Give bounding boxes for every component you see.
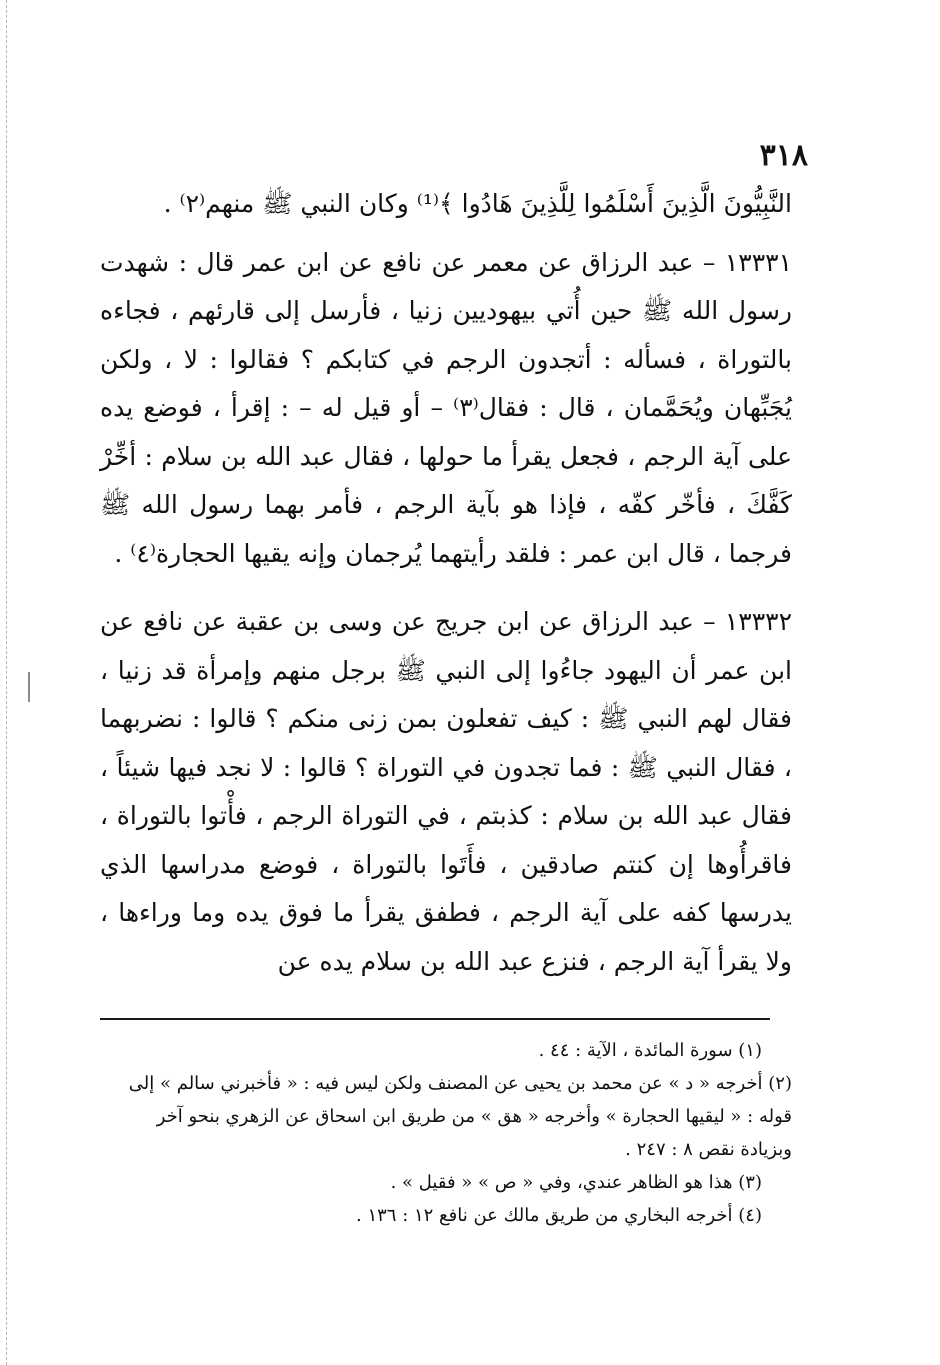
hadith-13331: ١٣٣٣١ – عبد الرزاق عن معمر عن نافع عن ابن عمر قال : شهدت رسول الله ﷺ حين أُتي بيهوديين زنيا ، فأرسل إلى قارئهم ، فجاءه بالتوراة ، فسأله : أتجدون الرجم في كتابكم ؟ فقالوا : لا ، ولكن يُجَبِّهان ويُحَمَّمان ، قال : فقال⁽٣⁾ – أو قيل له – : إقرأ ، فوضع يده على آية الرجم ، فجعل يقرأ ما حولها ، فقال عبد الله بن سلام : أخِّرْ كَفَّكَ ، فأخّر كفّه ، فإذا هو بآية الرجم ، فأمر بهما رسول الله ﷺ فرجما ، قال ابن عمر : فلقد رأيتهما يُرجمان وإنه يقيها الحجارة⁽٤⁾ . <box>100 247 792 568</box>
footnote-separator <box>100 1018 770 1020</box>
footnote-1: (١) سورة المائدة ، الآية : ٤٤ . <box>538 1040 762 1061</box>
verse-line: النَّبِيُّونَ الَّذِينَ أَسْلَمُوا لِلَّذِينَ هَادُوا ﴾⁽¹⁾ وكان النبي ﷺ منهم⁽٢⁾ . <box>163 189 792 218</box>
footnote-4: (٤) أخرجه البخاري من طريق مالك عن نافع ١٢ : ١٣٦ . <box>356 1205 762 1226</box>
footnote-2: (٢) أخرجه « د » عن محمد بن يحيى عن المصنف ولكن ليس فيه : « فأخبرني سالم » إلى قوله : « ليقيها الحجارة » وأخرجه « هق » من طريق ابن اسحاق عن الزهري بنحو آخر وبزيادة نقص ٨ : ٢٤٧ . <box>128 1073 792 1160</box>
hadith-13332: ١٣٣٣٢ – عبد الرزاق عن ابن جريج عن وسى بن عقبة عن نافع عن ابن عمر أن اليهود جاءُوا إلى النبي ﷺ برجل منهم وإمرأة قد زنيا ، فقال لهم النبي ﷺ : كيف تفعلون بمن زنى منكم ؟ قالوا : نضربهما ، فقال النبي ﷺ : فما تجدون في التوراة ؟ قالوا : لا نجد فيها شيئاً ، فقال عبد الله بن سلام : كذبتم ، في التوراة الرجم ، فأْتوا بالتوراة ، فاقرأُوها إن كنتم صادقين ، فأَتَوا بالتوراة ، فوضع مدراسها الذي يدرسها كفه على آية الرجم ، فطفق يقرأ ما فوق يده وما وراءها ، ولا يقرأ آية الرجم ، فنزع عبد الله بن سلام يده عن <box>100 607 792 976</box>
scan-edge-line <box>6 0 7 1365</box>
footnotes <box>100 1034 792 1232</box>
page-number: ٣١٨ <box>759 138 808 173</box>
gutter-mark <box>28 672 30 702</box>
main-text <box>100 180 792 986</box>
footnote-3: (٣) هذا هو الظاهر عندي، وفي « ص » « فقيل » . <box>390 1172 762 1193</box>
